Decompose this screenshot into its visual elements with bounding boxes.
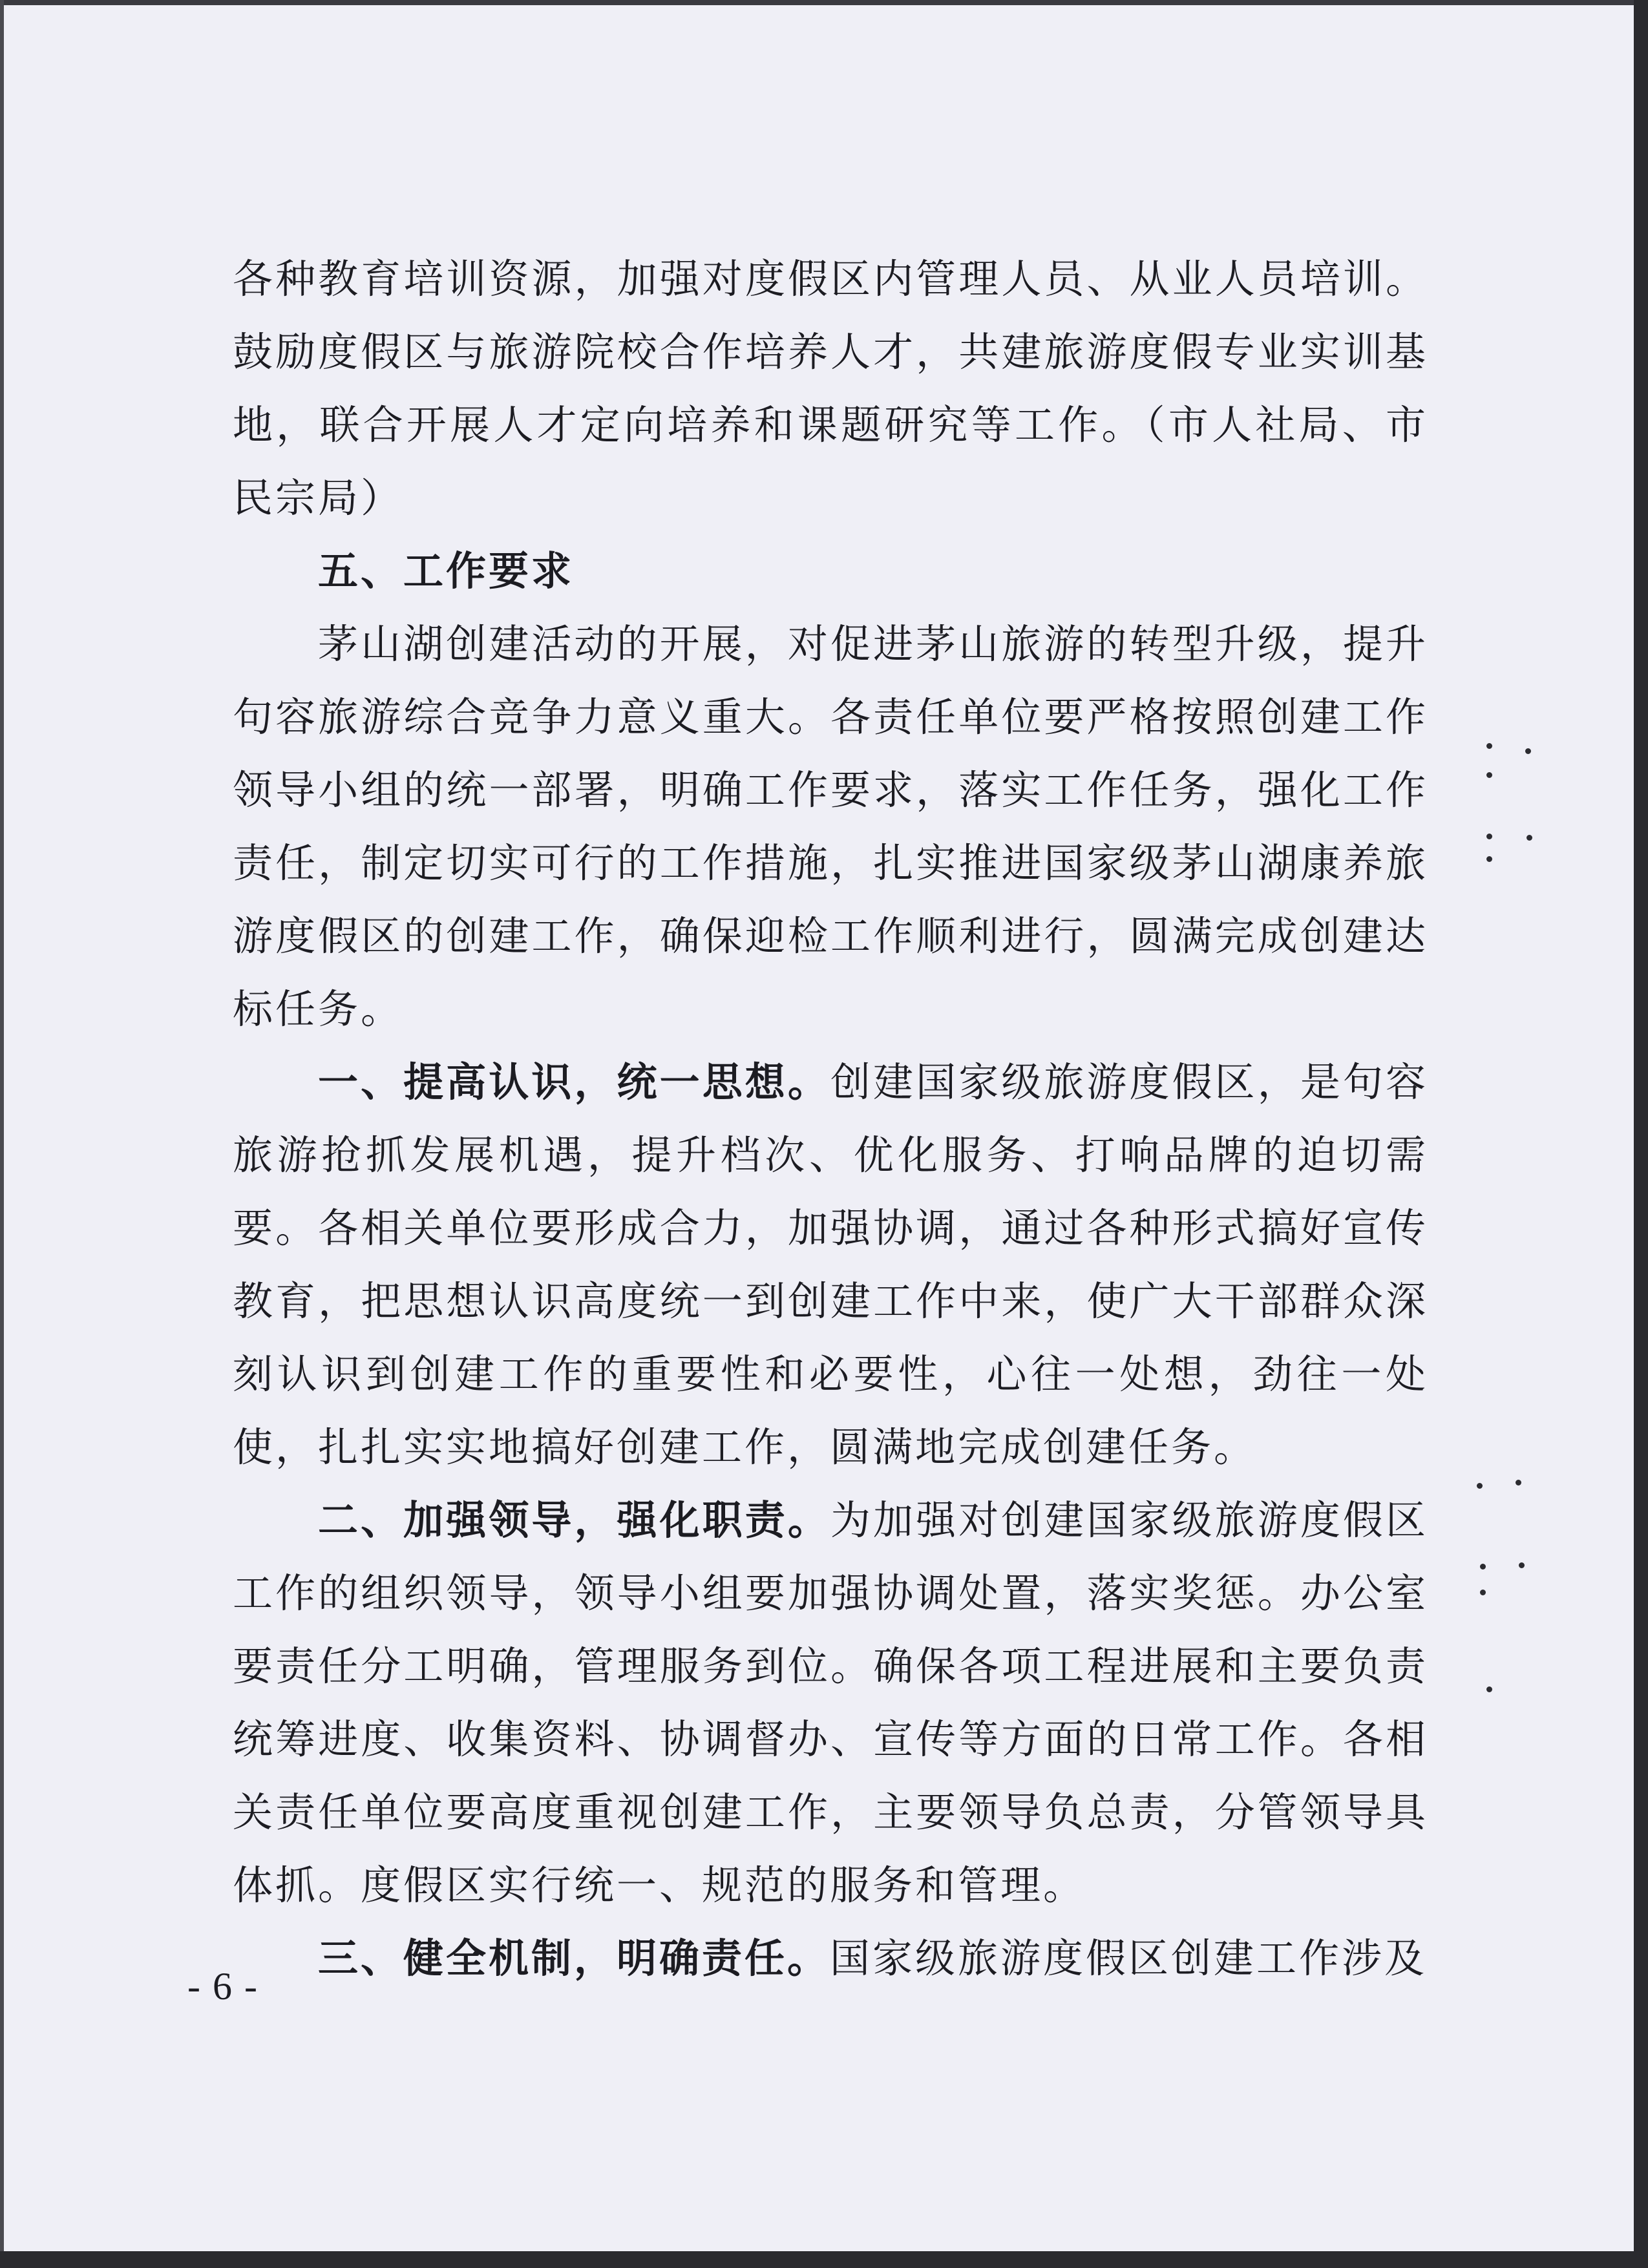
paragraph-body-strengthen-leadership: 为加强对创建国家级旅游度假区工作的组织领导，领导小组要加强协调处置，落实奖惩。办公室要责任分工明确，管理服务到位。确保各项工程进展和主要负责统筹进度、收集资料、协调督办、宣传等方面的日常工作。各相关责任单位要高度重视创建工作，主要领导负总责，分管领导具体抓。度假区实行统一、规范的服务和管理。 bbox=[233, 1496, 1428, 1909]
scan-mark bbox=[1486, 772, 1492, 778]
paragraph-lead-improve-mechanism: 三、健全机制，明确责任。 bbox=[318, 1935, 830, 1982]
scan-mark bbox=[1486, 1686, 1492, 1692]
paragraph-lead-raise-awareness: 一、提高认识，统一思想。 bbox=[318, 1058, 830, 1106]
section-heading-work-requirements: 五、工作要求 bbox=[318, 547, 575, 594]
document-body bbox=[233, 242, 1428, 1995]
scan-mark bbox=[1477, 1483, 1483, 1489]
scan-border-right bbox=[1634, 0, 1648, 2268]
scan-mark bbox=[1519, 1562, 1525, 1568]
page-number: - 6 - bbox=[187, 1965, 259, 2008]
paragraph-body-improve-mechanism: 国家级旅游度假区创建工作涉及 bbox=[830, 1935, 1428, 1982]
paragraph-body-raise-awareness: 创建国家级旅游度假区，是句容旅游抢抓发展机遇，提升档次、优化服务、打响品牌的迫切需要。各相关单位要形成合力，加强协调，通过各种形式搞好宣传教育，把思想认识高度统一到创建工作中来，使广大干部群众深刻认识到创建工作的重要性和必要性，心往一处想，劲往一处使，扎扎实实地搞好创建工作，圆满地完成创建任务。 bbox=[233, 1058, 1428, 1471]
paragraph-work-requirements: 茅山湖创建活动的开展，对促进茅山旅游的转型升级，提升句容旅游综合竞争力意义重大。各责任单位要严格按照创建工作领导小组的统一部署，明确工作要求，落实工作任务，强化工作责任，制定切实可行的工作措施，扎实推进国家级茅山湖康养旅游度假区的创建工作，确保迎检工作顺利进行，圆满完成创建达标任务。 bbox=[233, 620, 1428, 1033]
scan-mark bbox=[1480, 1590, 1486, 1595]
paragraph-training-resources: 各种教育培训资源，加强对度假区内管理人员、从业人员培训。鼓励度假区与旅游院校合作培养人才，共建旅游度假专业实训基地，联合开展人才定向培养和课题研究等工作。（市人社局、市民宗局） bbox=[233, 255, 1428, 521]
paragraph-strengthen-leadership bbox=[233, 1484, 1428, 1922]
paragraph-improve-mechanism bbox=[233, 1922, 1428, 1995]
scan-mark bbox=[1480, 1564, 1486, 1570]
scan-mark bbox=[1486, 834, 1492, 839]
scan-mark bbox=[1525, 748, 1531, 754]
scan-border-bottom bbox=[0, 2251, 1648, 2268]
paragraph-lead-strengthen-leadership: 二、加强领导，强化职责。 bbox=[318, 1496, 830, 1544]
scan-mark bbox=[1486, 856, 1492, 862]
scan-mark bbox=[1516, 1480, 1521, 1486]
scan-mark bbox=[1486, 743, 1492, 749]
scan-mark bbox=[1527, 835, 1532, 841]
paragraph-raise-awareness bbox=[233, 1045, 1428, 1484]
